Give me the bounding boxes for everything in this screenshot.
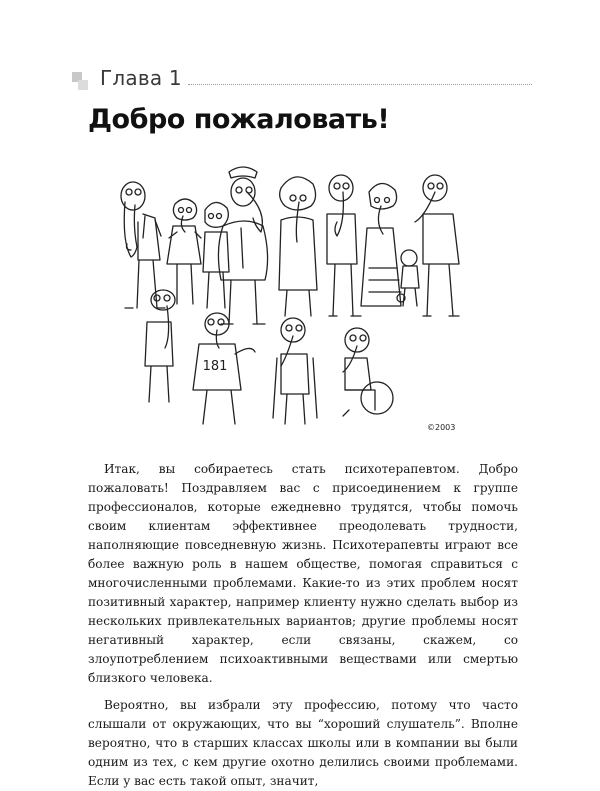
cartoon-illustration — [105, 158, 490, 443]
page-title: Добро пожаловать! — [88, 104, 390, 135]
chapter-divider — [188, 84, 532, 85]
figure-7 — [361, 183, 401, 306]
jersey-number: 181 — [202, 359, 228, 374]
figure-11 — [193, 313, 255, 424]
figure-1 — [121, 182, 165, 308]
chapter-marker-icon — [72, 72, 90, 90]
figure-13 — [343, 328, 393, 416]
figure-6 — [327, 175, 361, 316]
body-text — [88, 460, 518, 791]
figure-5 — [279, 177, 317, 316]
figure-2 — [167, 199, 201, 304]
figure-12 — [273, 318, 317, 424]
figure-4 — [203, 202, 229, 308]
paragraph-1: Итак, вы собираетесь стать психотерапевтом. Добро пожаловать! Поздравляем вас с присоединением к группе профессионалов, которые ежедневно трудятся, чтобы помочь своим клиентам эффективнее преодолевать трудности, наполняющие повседневную жизнь. Психотерапевты играют все более важную роль в нашем обществе, помогая справиться с многочисленными проблемами. Какие-то из этих проблем носят позитивный характер, например клиенту нужно сделать выбор из нескольких привлекательных вариантов; другие проблемы носят негативный характер, если связаны, скажем, со злоупотреблением психоактивными веществами или смертью близкого человека. — [88, 462, 518, 685]
figure-3 — [218, 167, 267, 324]
chapter-label: Глава 1 — [100, 66, 182, 90]
figure-9 — [415, 175, 459, 316]
chapter-header — [72, 60, 532, 100]
paragraph-2: Вероятно, вы избрали эту профессию, потому что часто слышали от окружающих, что вы “хороший слушатель”. Вполне вероятно, что в старших классах школы или в компании вы были одним из тех, с кем другие охотно делились своими проблемами. Если у вас есть такой опыт, значит, — [88, 698, 518, 788]
illustration-signature: ©2003 — [427, 423, 456, 432]
figure-10 — [145, 290, 175, 402]
